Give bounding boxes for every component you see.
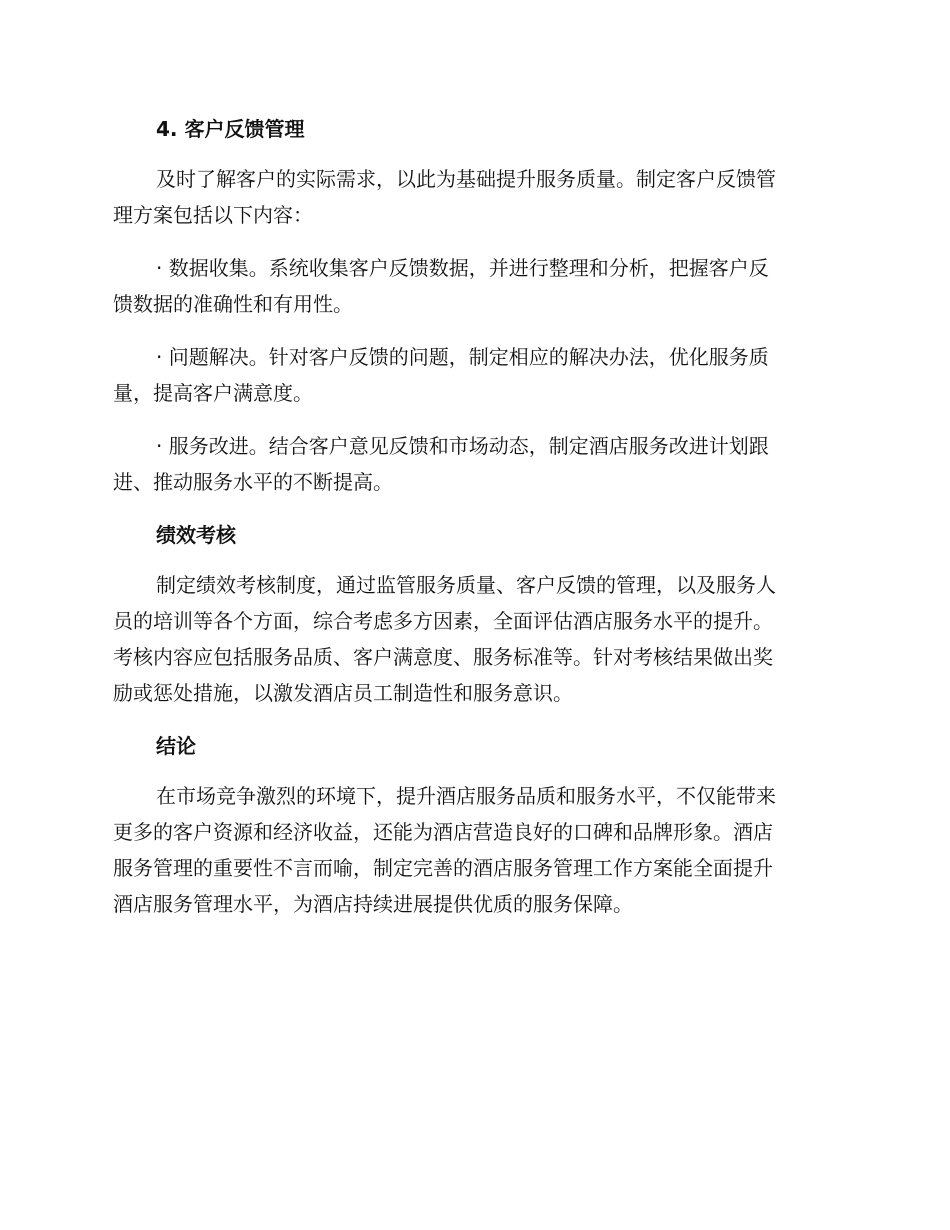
text-line: 进、推动服务水平的不断提高。 bbox=[113, 470, 393, 494]
paragraph-feedback-intro bbox=[113, 161, 833, 233]
text-line: · 服务改进。结合客户意见反馈和市场动态，制定酒店服务改进计划跟 bbox=[156, 434, 769, 458]
section-heading-conclusion: 结论 bbox=[156, 734, 196, 758]
text-line: 在市场竞争激烈的环境下，提升酒店服务品质和服务水平，不仅能带来 bbox=[156, 784, 776, 808]
document-body bbox=[113, 111, 833, 922]
bullet-problem-solving bbox=[113, 339, 833, 411]
text-line: 服务管理的重要性不言而喻，制定完善的酒店服务管理工作方案能全面提升 bbox=[113, 856, 773, 880]
text-line: 馈数据的准确性和有用性。 bbox=[113, 292, 353, 316]
paragraph-conclusion bbox=[113, 778, 833, 922]
text-line: 理方案包括以下内容： bbox=[113, 203, 313, 227]
text-line: 酒店服务管理水平，为酒店持续进展提供优质的服务保障。 bbox=[113, 892, 633, 916]
bullet-data-collection bbox=[113, 250, 833, 322]
text-line: 考核内容应包括服务品质、客户满意度、服务标准等。针对考核结果做出奖 bbox=[113, 645, 773, 669]
text-line: 励或惩处措施，以激发酒店员工制造性和服务意识。 bbox=[113, 681, 573, 705]
text-line: 量，提高客户满意度。 bbox=[113, 381, 313, 405]
section-heading-customer-feedback: 4. 客户反馈管理 bbox=[156, 117, 305, 141]
section-heading-performance: 绩效考核 bbox=[156, 523, 236, 547]
text-line: 及时了解客户的实际需求，以此为基础提升服务质量。制定客户反馈管 bbox=[156, 167, 776, 191]
text-line: · 问题解决。针对客户反馈的问题，制定相应的解决办法，优化服务质 bbox=[156, 345, 769, 369]
text-line: 员的培训等各个方面，综合考虑多方因素，全面评估酒店服务水平的提升。 bbox=[113, 609, 773, 633]
text-line: 制定绩效考核制度，通过监管服务质量、客户反馈的管理，以及服务人 bbox=[156, 573, 776, 597]
text-line: · 数据收集。系统收集客户反馈数据，并进行整理和分析，把握客户反 bbox=[156, 256, 769, 280]
text-line: 更多的客户资源和经济收益，还能为酒店营造良好的口碑和品牌形象。酒店 bbox=[113, 820, 773, 844]
bullet-service-improvement bbox=[113, 428, 833, 500]
paragraph-performance bbox=[113, 567, 833, 711]
